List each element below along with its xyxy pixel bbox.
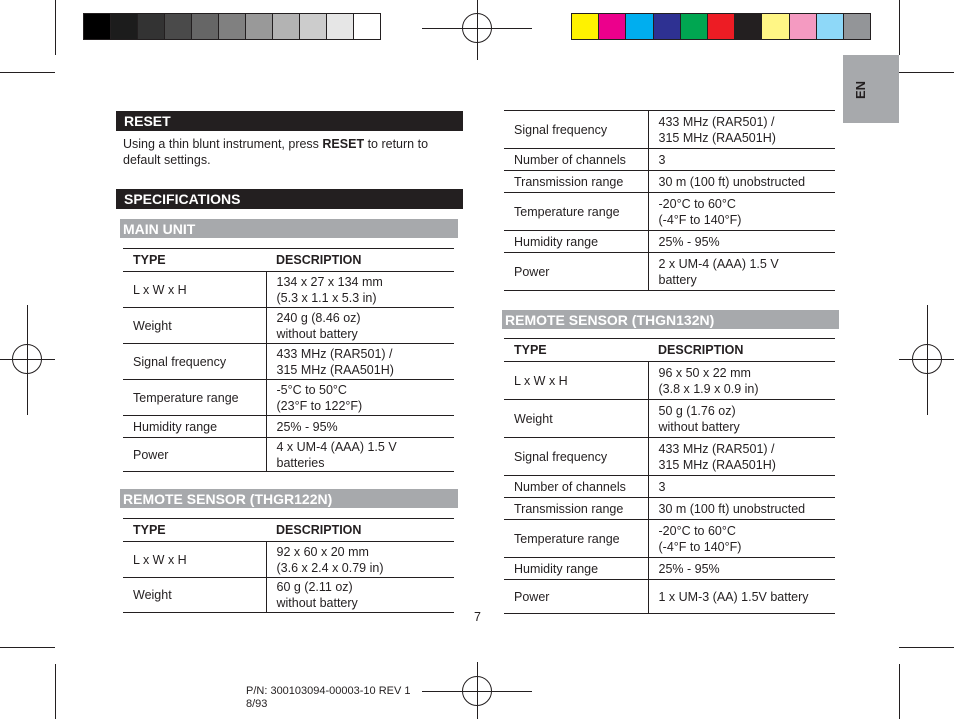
description-line: 134 x 27 x 134 mm bbox=[276, 274, 383, 289]
description-line: 315 MHz (RAA501H) bbox=[658, 130, 776, 145]
spec-type-cell: Number of channels bbox=[504, 149, 648, 171]
thgr122n-heading: REMOTE SENSOR (THGR122N) bbox=[120, 488, 458, 508]
spec-type-cell: Humidity range bbox=[504, 231, 648, 253]
column-header-type: TYPE bbox=[504, 339, 648, 362]
color-swatch bbox=[625, 13, 653, 40]
spec-type-cell: L x W x H bbox=[123, 542, 266, 578]
description-line: 25% - 95% bbox=[276, 419, 338, 434]
page-number: 7 bbox=[474, 610, 481, 624]
color-swatch bbox=[707, 13, 735, 40]
description-line: 3 bbox=[658, 479, 666, 494]
description-line: 92 x 60 x 20 mm bbox=[276, 544, 369, 559]
spec-description-cell bbox=[266, 438, 454, 472]
spec-type-cell: Temperature range bbox=[123, 380, 266, 416]
description-line: 315 MHz (RAA501H) bbox=[658, 457, 776, 472]
spec-type-cell: Weight bbox=[123, 578, 266, 613]
spec-type-cell: Weight bbox=[504, 400, 648, 438]
color-swatch bbox=[137, 13, 165, 40]
language-tab bbox=[843, 55, 899, 123]
table-row bbox=[123, 380, 454, 416]
reset-text-end: to return to default settings. bbox=[123, 137, 429, 167]
spec-type-cell: Humidity range bbox=[504, 558, 648, 580]
table-row bbox=[504, 193, 835, 231]
table-row bbox=[123, 308, 454, 344]
table-row bbox=[123, 438, 454, 472]
description-line: 433 MHz (RAR501) / bbox=[658, 114, 775, 129]
column-header-description: DESCRIPTION bbox=[266, 519, 454, 542]
description-line: 50 g (1.76 oz) bbox=[658, 403, 736, 418]
description-line: -5°C to 50°C bbox=[276, 382, 347, 397]
description-line: (5.3 x 1.1 x 5.3 in) bbox=[276, 290, 377, 305]
spec-description-cell bbox=[266, 344, 454, 380]
description-line: (3.6 x 2.4 x 0.79 in) bbox=[276, 560, 384, 575]
color-swatch bbox=[734, 13, 762, 40]
spec-description-cell bbox=[266, 380, 454, 416]
spec-type-cell: Number of channels bbox=[504, 476, 648, 498]
table-row bbox=[504, 111, 835, 149]
table-row bbox=[504, 438, 835, 476]
table-row bbox=[504, 253, 835, 291]
color-swatch bbox=[110, 13, 138, 40]
color-swatch bbox=[571, 13, 599, 40]
footer-line-1: P/N: 300103094-00003-10 REV 1 bbox=[246, 685, 411, 697]
language-tab-label: EN bbox=[853, 80, 868, 99]
description-line: 3 bbox=[658, 152, 666, 167]
color-swatch bbox=[164, 13, 192, 40]
spec-description-cell bbox=[266, 542, 454, 578]
spec-description-cell bbox=[648, 111, 835, 149]
table-header-row bbox=[123, 519, 454, 542]
description-line: 30 m (100 ft) unobstructed bbox=[658, 174, 806, 189]
color-swatch bbox=[598, 13, 626, 40]
column-header-description: DESCRIPTION bbox=[648, 339, 835, 362]
description-line: 2 x UM-4 (AAA) 1.5 V bbox=[658, 256, 779, 271]
spec-description-cell bbox=[648, 476, 835, 498]
spec-type-cell: Weight bbox=[123, 308, 266, 344]
description-line: without battery bbox=[276, 596, 358, 610]
color-swatch bbox=[245, 13, 273, 40]
spec-description-cell bbox=[648, 231, 835, 253]
color-swatch bbox=[653, 13, 681, 40]
spec-description-cell bbox=[266, 308, 454, 344]
spec-description-cell bbox=[648, 558, 835, 580]
spec-description-cell bbox=[648, 520, 835, 558]
description-line: 433 MHz (RAR501) / bbox=[276, 346, 393, 361]
spec-type-cell: Power bbox=[504, 580, 648, 614]
description-line: 60 g (2.11 oz) bbox=[276, 580, 353, 594]
column-header-type: TYPE bbox=[123, 249, 266, 272]
description-line: -20°C to 60°C bbox=[658, 523, 736, 538]
reset-text-bold: RESET bbox=[322, 137, 365, 151]
color-swatch bbox=[816, 13, 844, 40]
spec-type-cell: Power bbox=[504, 253, 648, 291]
column-header-type: TYPE bbox=[123, 519, 266, 542]
footer-part-number bbox=[246, 685, 411, 711]
description-line: without battery bbox=[658, 419, 740, 434]
spec-description-cell bbox=[648, 193, 835, 231]
color-swatch bbox=[353, 13, 381, 40]
color-swatch bbox=[789, 13, 817, 40]
spec-description-cell bbox=[648, 438, 835, 476]
reset-text-start: Using a thin blunt instrument, press bbox=[123, 137, 323, 151]
spec-type-cell: Transmission range bbox=[504, 171, 648, 193]
table-row bbox=[504, 400, 835, 438]
color-swatch bbox=[680, 13, 708, 40]
spec-description-cell bbox=[648, 149, 835, 171]
description-line: 1 x UM-3 (AA) 1.5V battery bbox=[658, 589, 809, 604]
description-line: (23°F to 122°F) bbox=[276, 398, 363, 413]
description-line: 240 g (8.46 oz) bbox=[276, 310, 361, 325]
description-line: 4 x UM-4 (AAA) 1.5 V bbox=[276, 439, 397, 454]
color-swatch bbox=[272, 13, 300, 40]
spec-description-cell bbox=[266, 578, 454, 613]
description-line: batteries bbox=[276, 455, 325, 470]
spec-type-cell: L x W x H bbox=[504, 362, 648, 400]
table-row bbox=[123, 416, 454, 438]
table-row bbox=[504, 558, 835, 580]
thgr122n-table-part2 bbox=[504, 110, 835, 291]
footer-line-2: 8/93 bbox=[246, 698, 268, 710]
description-line: 96 x 50 x 22 mm bbox=[658, 365, 751, 380]
table-row bbox=[504, 498, 835, 520]
table-row bbox=[504, 520, 835, 558]
color-swatch bbox=[83, 13, 111, 40]
spec-description-cell bbox=[648, 400, 835, 438]
color-swatch bbox=[299, 13, 327, 40]
spec-type-cell: L x W x H bbox=[123, 272, 266, 308]
thgn132n-heading: REMOTE SENSOR (THGN132N) bbox=[502, 309, 839, 329]
color-swatch bbox=[843, 13, 871, 40]
description-line: 433 MHz (RAR501) / bbox=[658, 441, 775, 456]
spec-type-cell: Signal frequency bbox=[504, 438, 648, 476]
spec-description-cell bbox=[648, 580, 835, 614]
specifications-heading: SPECIFICATIONS bbox=[116, 189, 463, 209]
table-row bbox=[504, 362, 835, 400]
description-line: (-4°F to 140°F) bbox=[658, 212, 742, 227]
color-swatch bbox=[326, 13, 354, 40]
reset-heading: RESET bbox=[116, 111, 463, 131]
description-line: (3.8 x 1.9 x 0.9 in) bbox=[658, 381, 759, 396]
spec-type-cell: Transmission range bbox=[504, 498, 648, 520]
table-header-row bbox=[123, 249, 454, 272]
table-row bbox=[123, 344, 454, 380]
spec-type-cell: Temperature range bbox=[504, 193, 648, 231]
thgr122n-table-part1 bbox=[123, 518, 454, 613]
main-unit-table bbox=[123, 248, 454, 472]
spec-type-cell: Humidity range bbox=[123, 416, 266, 438]
table-row bbox=[504, 231, 835, 253]
spec-description-cell bbox=[648, 362, 835, 400]
description-line: battery bbox=[658, 272, 697, 287]
table-row bbox=[504, 476, 835, 498]
spec-type-cell: Power bbox=[123, 438, 266, 472]
spec-type-cell: Temperature range bbox=[504, 520, 648, 558]
spec-description-cell bbox=[648, 253, 835, 291]
table-row bbox=[123, 542, 454, 578]
table-row bbox=[504, 149, 835, 171]
spec-type-cell: Signal frequency bbox=[504, 111, 648, 149]
description-line: (-4°F to 140°F) bbox=[658, 539, 742, 554]
spec-type-cell: Signal frequency bbox=[123, 344, 266, 380]
description-line: -20°C to 60°C bbox=[658, 196, 736, 211]
spec-description-cell bbox=[648, 498, 835, 520]
spec-description-cell bbox=[648, 171, 835, 193]
thgn132n-table bbox=[504, 338, 835, 614]
table-header-row bbox=[504, 339, 835, 362]
table-row bbox=[123, 272, 454, 308]
spec-description-cell bbox=[266, 416, 454, 438]
description-line: 25% - 95% bbox=[658, 561, 720, 576]
table-row bbox=[504, 580, 835, 614]
color-swatch bbox=[761, 13, 789, 40]
description-line: 315 MHz (RAA501H) bbox=[276, 362, 394, 377]
column-header-description: DESCRIPTION bbox=[266, 249, 454, 272]
table-row bbox=[504, 171, 835, 193]
table-row bbox=[123, 578, 454, 613]
description-line: 25% - 95% bbox=[658, 234, 720, 249]
main-unit-heading: MAIN UNIT bbox=[120, 218, 458, 238]
color-swatch bbox=[218, 13, 246, 40]
description-line: without battery bbox=[276, 326, 358, 341]
spec-description-cell bbox=[266, 272, 454, 308]
color-swatch bbox=[191, 13, 219, 40]
description-line: 30 m (100 ft) unobstructed bbox=[658, 501, 806, 516]
reset-paragraph bbox=[123, 136, 463, 168]
